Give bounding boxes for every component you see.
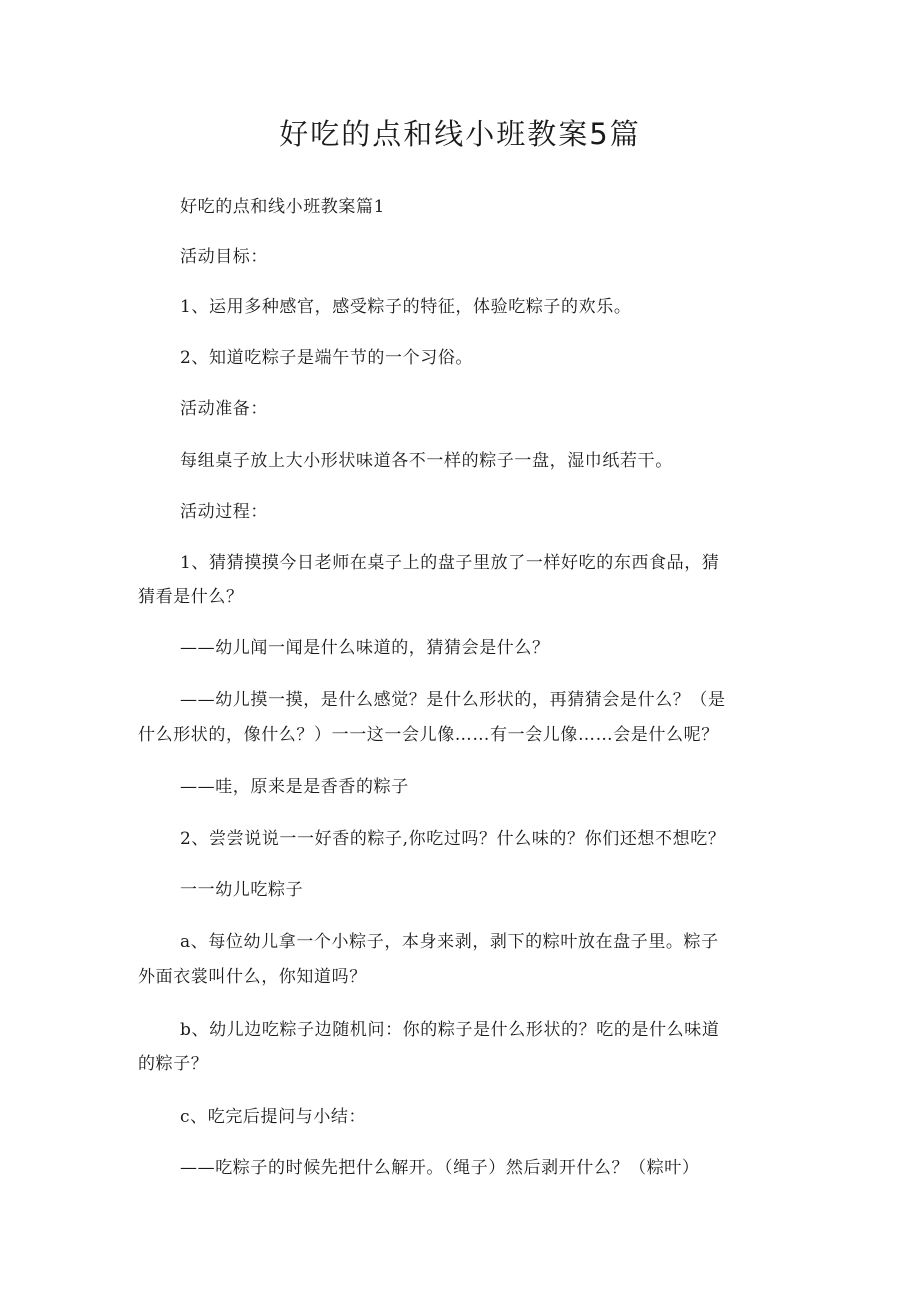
paragraph-line: 一一幼儿吃粽子 <box>180 880 304 900</box>
paragraph-line: 2、知道吃粽子是端午节的一个习俗。 <box>180 348 474 368</box>
section-heading: 好吃的点和线小班教案篇1 <box>180 197 386 217</box>
paragraph-line: ——哇，原来是是香香的粽子 <box>180 777 409 797</box>
paragraph-line: 的粽子？ <box>138 1054 209 1074</box>
paragraph-line: 活动过程： <box>180 502 268 522</box>
paragraph-line: c、吃完后提问与小结： <box>180 1107 367 1127</box>
paragraph-line: 2、尝尝说说一一好香的粽子,你吃过吗？什么味的？你们还想不想吃？ <box>180 829 726 849</box>
paragraph-line: ——幼儿摸一摸，是什么感觉？是什么形状的，再猜猜会是什么？（是 <box>180 690 726 710</box>
paragraph-line: 什么形状的，像什么？）一一这一会儿像……有一会儿像……会是什么呢？ <box>138 725 719 745</box>
paragraph-line: b、幼儿边吃粽子边随机问：你的粽子是什么形状的？吃的是什么味道 <box>180 1020 720 1040</box>
paragraph-line: 活动目标： <box>180 247 268 267</box>
paragraph-line: 外面衣裳叫什么，你知道吗？ <box>138 967 367 987</box>
paragraph-line: 1、运用多种感官，感受粽子的特征，体验吃粽子的欢乐。 <box>180 297 632 317</box>
paragraph-line: a、每位幼儿拿一个小粽子，本身来剥，剥下的粽叶放在盘子里。粽子 <box>180 932 719 952</box>
document-title: 好吃的点和线小班教案5篇 <box>279 117 641 151</box>
paragraph-line: ——幼儿闻一闻是什么味道的，猜猜会是什么？ <box>180 638 550 658</box>
paragraph-line: 活动准备： <box>180 399 268 419</box>
paragraph-line: 1、猜猜摸摸今日老师在桌子上的盘子里放了一样好吃的东西食品，猜 <box>180 553 720 573</box>
paragraph-line: 每组桌子放上大小形状味道各不一样的粽子一盘，湿巾纸若干。 <box>180 451 673 471</box>
paragraph-line: ——吃粽子的时候先把什么解开。（绳子）然后剥开什么？（粽叶） <box>180 1158 700 1178</box>
paragraph-line: 猜看是什么？ <box>138 587 244 607</box>
